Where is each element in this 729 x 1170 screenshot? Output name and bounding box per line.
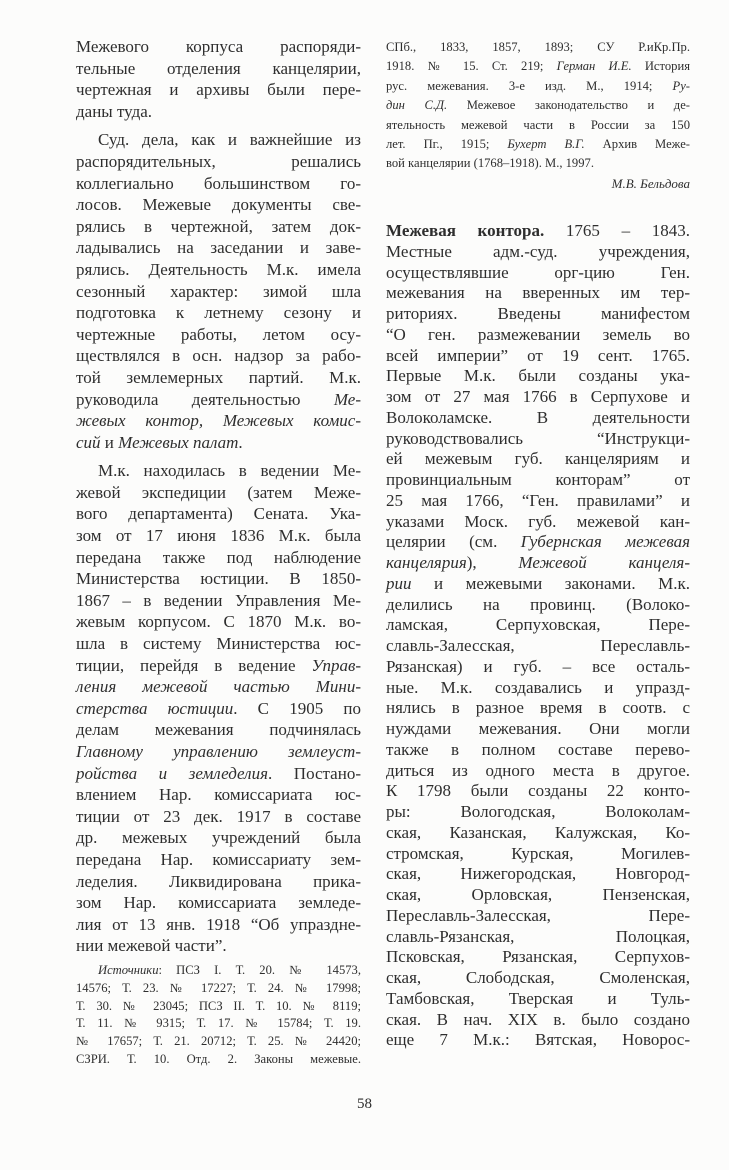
text-run: всей империи” от 19 сент. 1765. <box>386 345 690 365</box>
entry-heading: Межевая контора. <box>386 221 545 240</box>
text-line <box>76 676 361 698</box>
italic-text-run: Управ- <box>311 655 361 675</box>
text-run: № 17657; Т. 21. 20712; Т. 25. № 24420; <box>76 1034 361 1049</box>
author-signature: М.В. Бельдова <box>611 176 690 191</box>
text-run: Переславль-Залесская, Пере- <box>386 905 690 925</box>
text-line <box>76 633 361 655</box>
text-run: : ПСЗ I. Т. 20. № 14573, <box>158 963 361 977</box>
text-run: ская, Орловская, Пензенская, <box>386 885 690 904</box>
text-run: нии межевой части”. <box>76 936 227 956</box>
text-run: славль-Рязанская, Полоцкая, <box>386 926 690 946</box>
text-line <box>386 346 690 367</box>
text-run: провинциальным конторам” от <box>386 470 690 489</box>
text-line <box>386 553 690 574</box>
text-line <box>76 482 361 504</box>
text-run: жевым корпусом. С 1870 М.к. во- <box>76 612 361 632</box>
text-run: руководила деятельностью <box>76 389 334 409</box>
left-column-article-text <box>76 36 361 957</box>
text-run: ей межевым губ. канцеляриям и <box>386 449 690 469</box>
text-run: ществлялся в осн. надзор за рабо- <box>76 346 361 366</box>
text-run: диться из одного места в другое. <box>386 760 690 780</box>
text-run: зом от 17 июня 1836 М.к. была <box>76 526 361 546</box>
text-line <box>76 324 361 346</box>
text-line <box>76 962 361 980</box>
italic-text-run: ления межевой частью Мини- <box>76 677 361 697</box>
text-run: ные. М.к. создавались и упразд- <box>386 677 690 697</box>
text-run: . Постано- <box>268 763 361 783</box>
article-mezhevaya-kontora <box>386 221 690 1051</box>
text-run: нялись в разное время в соотв. с <box>386 698 690 718</box>
text-run: влением Нар. комиссариата юс- <box>76 785 361 805</box>
text-run: риториях. Введены манифестом <box>386 304 690 323</box>
text-line <box>386 96 690 115</box>
text-line <box>386 823 690 844</box>
text-run: ская, Слободская, Смоленская, <box>386 968 690 987</box>
text-run: др. межевых учреждений была <box>76 828 361 848</box>
text-run: ская, Нижегородская, Новгород- <box>386 864 690 884</box>
page-number: 58 <box>357 1096 372 1112</box>
text-line <box>76 998 361 1016</box>
text-run: целярии (см. <box>386 532 521 552</box>
italic-text-run: дин С.Д. <box>386 98 448 113</box>
text-run: Первые М.к. были созданы ука- <box>386 366 690 386</box>
text-line <box>386 366 690 387</box>
text-line <box>76 58 361 80</box>
text-run: также в полном составе перево- <box>386 739 690 759</box>
italic-text-run: Межевых палат <box>118 432 239 452</box>
text-run: 1918. № 15. Ст. 219; <box>386 59 557 74</box>
text-run: вого департамента) Сената. Ука- <box>76 504 361 524</box>
text-run: ская. В нач. XIX в. было создано <box>386 1009 690 1029</box>
text-line <box>386 636 690 657</box>
text-line <box>76 1051 361 1069</box>
text-run: указами Моск. губ. межевой кан- <box>386 511 690 531</box>
text-line <box>386 574 690 595</box>
text-line <box>386 615 690 636</box>
text-line <box>386 154 690 173</box>
text-line <box>76 1015 361 1033</box>
text-run: чертежные работы, летом осу- <box>76 324 361 344</box>
text-run: Суд. дела, как и важнейшие из <box>98 130 361 150</box>
text-line <box>386 802 690 823</box>
text-run: “О ген. размежевании земель во <box>386 324 690 344</box>
italic-text-run: Ру- <box>672 78 690 93</box>
right-column-sources-continued <box>386 38 690 174</box>
text-line <box>76 719 361 741</box>
text-line <box>386 968 690 989</box>
text-run: 1765 – 1843. <box>544 221 691 240</box>
text-line <box>76 806 361 828</box>
text-run: 1867 – в ведении Управления Ме- <box>76 590 361 610</box>
text-line <box>76 914 361 936</box>
text-line <box>76 871 361 893</box>
text-line <box>76 611 361 633</box>
text-line <box>76 259 361 281</box>
text-line <box>386 283 690 304</box>
text-line <box>386 906 690 927</box>
text-line <box>386 927 690 948</box>
text-line <box>76 302 361 324</box>
text-line <box>386 304 690 325</box>
text-line <box>76 590 361 612</box>
text-line <box>76 892 361 914</box>
text-run: коллегиально большинством го- <box>76 173 361 193</box>
text-line <box>76 216 361 238</box>
text-run: ская, Казанская, Калужская, Ко- <box>386 822 690 842</box>
text-run: распорядительных, решались <box>76 151 361 171</box>
italic-text-run: Источники <box>98 963 159 977</box>
text-line <box>76 101 361 123</box>
text-run: зом Нар. комиссариата земледе- <box>76 893 361 913</box>
text-line <box>386 532 690 553</box>
text-run: делились на провинц. (Волоко- <box>386 594 690 614</box>
text-run: ятельность межевой части в России за 150 <box>386 117 690 132</box>
text-line <box>76 827 361 849</box>
text-run: . <box>238 432 243 452</box>
text-line <box>76 1033 361 1051</box>
text-run: ладывались на заседании и заве- <box>76 238 361 258</box>
text-run: межевания на вверенных им тер- <box>386 283 690 303</box>
text-run: леделия. Ликвидирована прика- <box>76 871 361 891</box>
text-line <box>386 1030 690 1051</box>
italic-text-run: жевых контор, Межевых комис- <box>76 411 361 431</box>
text-run: еще 7 М.к.: Вятская, Новорос- <box>386 1030 690 1050</box>
text-run: делам межевания подчинялась <box>76 720 361 740</box>
text-line <box>386 491 690 512</box>
text-line <box>386 844 690 865</box>
text-run: Псковская, Рязанская, Серпухов- <box>386 947 690 967</box>
text-run: нуждами межевания. Они могли <box>386 719 690 738</box>
text-line <box>386 408 690 429</box>
text-line <box>386 57 690 76</box>
text-line <box>386 595 690 616</box>
text-line <box>386 135 690 154</box>
text-run: ), <box>466 553 519 572</box>
italic-text-run: Бухерт В.Г. <box>507 137 585 152</box>
italic-text-run: ройства и земледелия <box>76 763 268 783</box>
text-line <box>386 698 690 719</box>
text-run: осуществлявшие орг-цию Ген. <box>386 262 690 282</box>
text-line <box>76 525 361 547</box>
text-line <box>386 781 690 802</box>
text-run: рялись в чертежной, затем док- <box>76 216 361 236</box>
text-run: Межевого корпуса распоряди- <box>76 37 361 56</box>
text-line <box>76 503 361 525</box>
text-line <box>386 947 690 968</box>
text-run: зом от 27 мая 1766 в Серпухове и <box>386 387 690 406</box>
text-run: руководствовались “Инструкци- <box>386 428 690 448</box>
text-line <box>386 38 690 57</box>
text-run: ры: Вологодская, Волоколам- <box>386 802 690 821</box>
text-run: СПб., 1833, 1857, 1893; СУ Р.иКр.Пр. <box>386 40 690 54</box>
text-line <box>76 547 361 569</box>
text-line <box>76 849 361 871</box>
text-line <box>386 221 690 242</box>
text-line <box>386 719 690 740</box>
text-run: ламская, Серпуховская, Пере- <box>386 615 690 635</box>
text-line <box>76 980 361 998</box>
text-line <box>76 698 361 720</box>
text-line <box>386 387 690 408</box>
text-run: 25 мая 1766, “Ген. правилами” и <box>386 490 690 510</box>
italic-text-run: сий <box>76 432 101 452</box>
italic-text-run: Межевой канцеля- <box>518 553 690 572</box>
text-run: Волоколамске. В деятельности <box>386 407 690 427</box>
text-line <box>76 79 361 101</box>
text-run: М.к. находилась в ведении Ме- <box>98 461 361 481</box>
text-run: шла в систему Министерства юс- <box>76 634 361 654</box>
text-run: вой канцелярии (1768–1918). М., 1997. <box>386 156 594 171</box>
text-run: Рязанская) и губ. – все осталь- <box>386 656 690 676</box>
text-run: лосов. Межевые документы све- <box>76 195 361 215</box>
text-run: Межевое законодательство и де- <box>447 98 690 113</box>
text-line <box>76 36 361 58</box>
text-line <box>386 657 690 678</box>
text-run: жевой экспедиции (затем Меже- <box>76 482 361 502</box>
text-run: той землемерных партий. М.к. <box>76 367 361 387</box>
text-line <box>386 429 690 450</box>
text-line <box>76 568 361 590</box>
text-run: тельные отделения канцелярии, <box>76 58 361 78</box>
text-line <box>76 935 361 957</box>
text-line <box>76 129 361 151</box>
text-run: лия от 13 янв. 1918 “Об упраздне- <box>76 914 361 934</box>
text-run: и межевыми законами. М.к. <box>411 573 690 593</box>
text-run: славль-Залесская, Переславль- <box>386 636 690 655</box>
text-line <box>386 1010 690 1031</box>
text-line <box>76 655 361 677</box>
text-line <box>386 761 690 782</box>
text-run: передана Нар. комиссариату зем- <box>76 849 361 869</box>
text-line <box>76 432 361 454</box>
text-line <box>386 885 690 906</box>
text-line <box>76 281 361 303</box>
text-run: подготовка к летнему сезону и <box>76 303 361 323</box>
text-line <box>76 389 361 411</box>
italic-text-run: Главному управлению землеуст- <box>76 742 361 761</box>
text-line <box>386 678 690 699</box>
text-run: Т. 11. № 9315; Т. 17. № 15784; Т. 19. <box>76 1016 361 1031</box>
text-line <box>76 173 361 195</box>
text-run: рялись. Деятельность М.к. имела <box>76 259 361 279</box>
text-run: СЗРИ. Т. 10. Отд. 2. Законы межевые. <box>76 1051 361 1066</box>
italic-text-run: канцелярия <box>386 553 467 572</box>
text-run: Архив Меже- <box>584 137 690 152</box>
text-run: Министерства юстиции. В 1850- <box>76 569 361 589</box>
text-line <box>76 345 361 367</box>
text-run: сезонный характер: зимой шла <box>76 281 361 301</box>
text-line <box>386 512 690 533</box>
text-run: Тамбовская, Тверская и Туль- <box>386 988 690 1008</box>
text-run: . С 1905 по <box>233 698 361 718</box>
text-run: История <box>631 59 690 74</box>
italic-text-run: стерства юстиции <box>76 698 234 718</box>
text-run: рус. межевания. 3-е изд. М., 1914; <box>386 78 673 93</box>
text-line <box>76 763 361 785</box>
text-line <box>386 77 690 96</box>
text-line <box>76 367 361 389</box>
text-line <box>76 460 361 482</box>
text-run: и <box>100 432 119 452</box>
text-line <box>76 194 361 216</box>
text-line <box>386 116 690 135</box>
text-run: 14576; Т. 23. № 17227; Т. 24. № 17998; <box>76 980 361 995</box>
text-line <box>76 741 361 763</box>
italic-text-run: Герман И.Е. <box>556 59 632 74</box>
text-run: тиции от 23 дек. 1917 в составе <box>76 806 361 826</box>
text-run: лет. Пг., 1915; <box>386 137 508 152</box>
text-run: Местные адм.-суд. учреждения, <box>386 241 690 261</box>
left-column-sources <box>76 962 361 1069</box>
text-line <box>386 470 690 491</box>
italic-text-run: Губернская межевая <box>520 532 691 552</box>
text-run: передана также под наблюдение <box>76 547 361 567</box>
text-line <box>76 151 361 173</box>
text-run: тиции, перейдя в ведение <box>76 655 312 675</box>
text-line <box>76 410 361 432</box>
text-line <box>386 242 690 263</box>
italic-text-run: Ме- <box>333 389 361 409</box>
text-line <box>386 325 690 346</box>
text-run: К 1798 были созданы 22 конто- <box>386 781 690 801</box>
text-run: даны туда. <box>76 101 153 121</box>
text-run: стромская, Курская, Могилев- <box>386 843 690 863</box>
text-line <box>386 449 690 470</box>
text-line <box>386 740 690 761</box>
text-line <box>386 263 690 284</box>
text-line <box>386 864 690 885</box>
text-run: чертежная и архивы были пере- <box>76 80 361 100</box>
text-line <box>76 237 361 259</box>
text-line <box>386 989 690 1010</box>
italic-text-run: рии <box>386 573 412 593</box>
text-run: Т. 30. № 23045; ПСЗ II. Т. 10. № 8119; <box>76 998 361 1013</box>
text-line <box>76 784 361 806</box>
